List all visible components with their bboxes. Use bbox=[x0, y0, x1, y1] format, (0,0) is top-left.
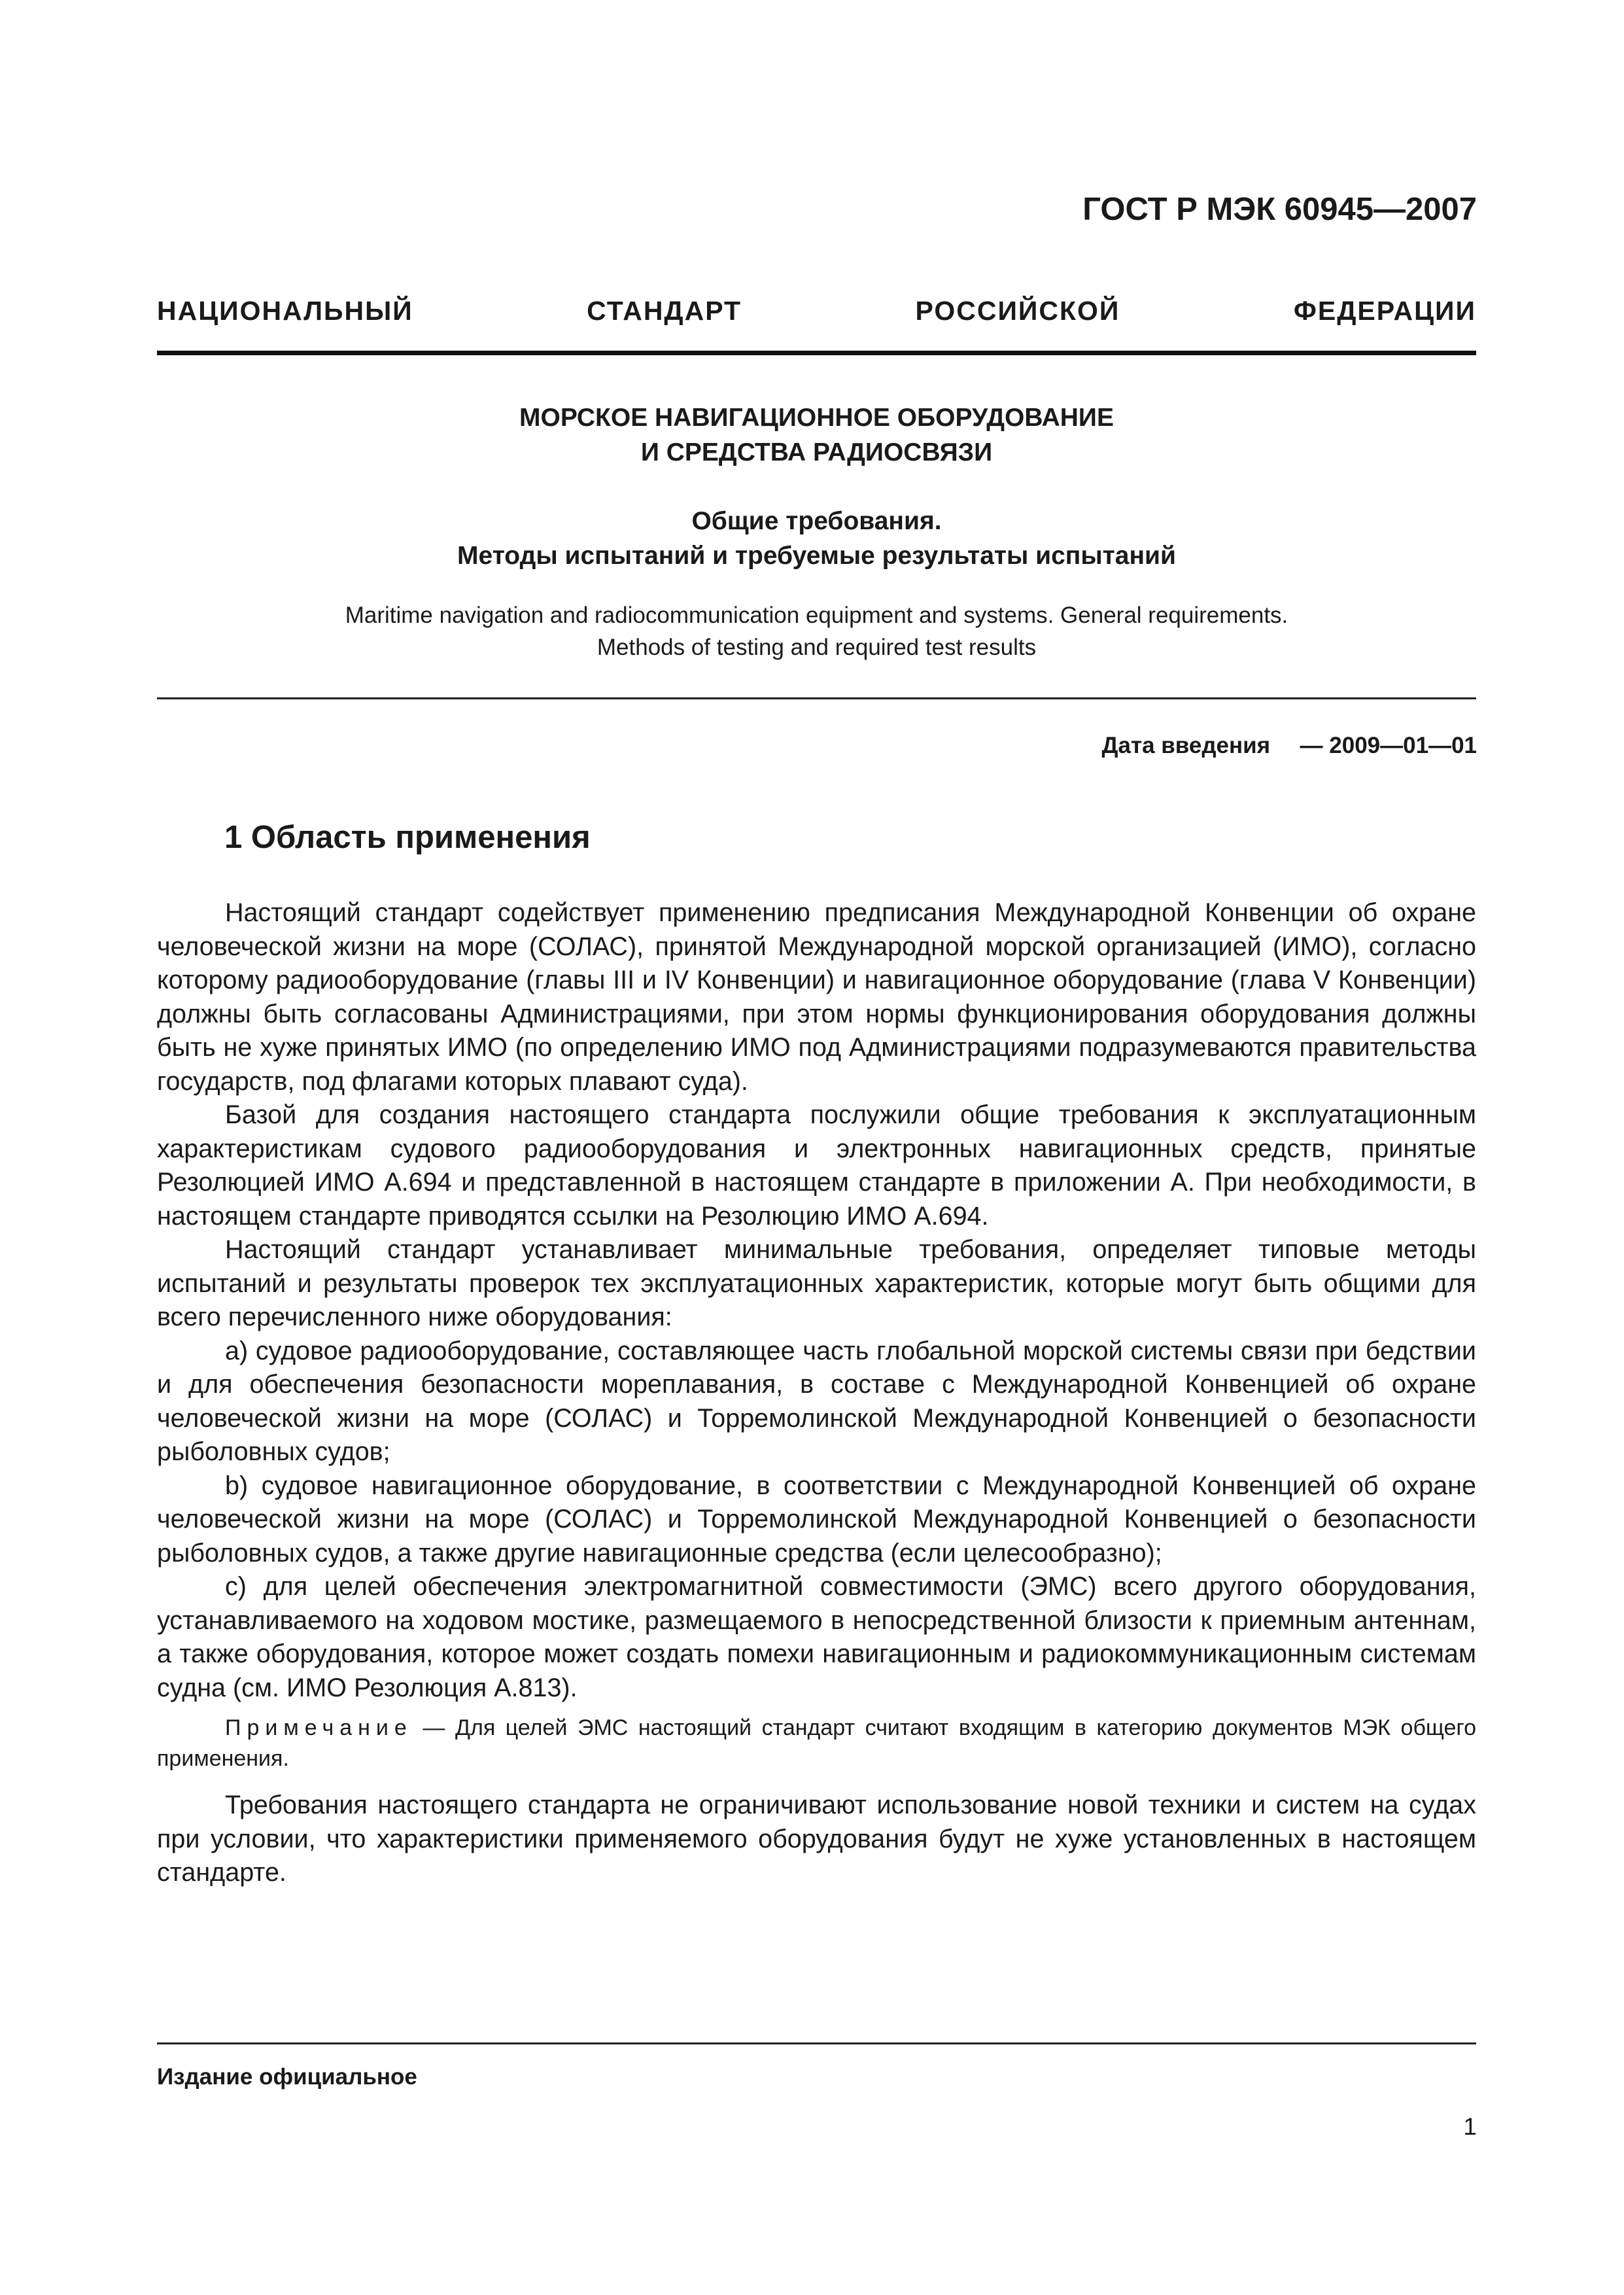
national-standard-banner: НАЦИОНАЛЬНЫЙ СТАНДАРТ РОССИЙСКОЙ ФЕДЕРАЦИИ bbox=[157, 296, 1476, 326]
title-divider bbox=[157, 697, 1476, 699]
list-item-b: b) судовое навигационное оборудование, в соответствии с Международной Конвенцией об охране человеческой жизни на море (СОЛАС) и Торремолинской Международной Конвенцией о безопасности рыболовных судов, а также другие навигационные средства (если целесообразно); bbox=[157, 1471, 1476, 1568]
english-title bbox=[157, 599, 1476, 663]
subtitle-line-1: Общие требования. bbox=[691, 507, 942, 535]
subtitle bbox=[157, 504, 1476, 573]
paragraph: Базой для создания настоящего стандарта послужили общие требования к эксплуатационным характеристикам судового радиооборудования и электронных навигационных средств, принятые Резолюцией ИМО А.694 и представленной в настоящем стандарте в приложении А. При необходимости, в настоящем стандарте приводятся ссылки на Резолюцию ИМО А.694. bbox=[157, 1100, 1476, 1231]
section-body bbox=[157, 896, 1476, 1890]
footer-divider bbox=[157, 2042, 1476, 2044]
official-edition-label: Издание официальное bbox=[157, 2064, 417, 2090]
introduction-date-label: Дата введения bbox=[1101, 733, 1271, 758]
note bbox=[157, 1713, 1476, 1774]
introduction-date-value: — 2009—01—01 bbox=[1300, 733, 1477, 758]
english-title-line-1: Maritime navigation and radiocommunication equipment and systems. General requirements. bbox=[345, 603, 1288, 628]
header-divider bbox=[157, 351, 1476, 355]
main-title-line-1: МОРСКОЕ НАВИГАЦИОННОЕ ОБОРУДОВАНИЕ bbox=[519, 404, 1114, 432]
paragraph: Настоящий стандарт содействует применению предписания Международной Конвенции об охране человеческой жизни на море (СОЛАС), принятой Международной морской организацией (ИМО), согласно которому радиооборудование (главы III и IV Конвенции) и навигационное оборудование (глава V Конвенции) должны быть согласованы Администрациями, при этом нормы функционирования оборудования должны быть не хуже принятых ИМО (по определению ИМО под Администрациями подразумеваются правительства государств, под флагами которых плавают суда). bbox=[157, 898, 1476, 1096]
main-title bbox=[157, 400, 1476, 470]
note-text: — Для целей ЭМС настоящий стандарт считают входящим в категорию документов МЭК общего применения. bbox=[157, 1715, 1476, 1771]
introduction-date bbox=[1102, 733, 1477, 759]
main-title-line-2: И СРЕДСТВА РАДИОСВЯЗИ bbox=[640, 438, 993, 466]
subtitle-line-2: Методы испытаний и требуемые результаты испытаний bbox=[457, 542, 1176, 570]
paragraph: Настоящий стандарт устанавливает минимальные требования, определяет типовые методы испытаний и результаты проверок тех эксплуатационных характеристик, которые могут быть общими для всего перечисленного ниже оборудования: bbox=[157, 1235, 1476, 1331]
page-number: 1 bbox=[1463, 2113, 1477, 2140]
document-code: ГОСТ Р МЭК 60945—2007 bbox=[1082, 192, 1477, 227]
list-item-c: с) для целей обеспечения электромагнитной совместимости (ЭМС) всего другого оборудования, устанавливаемого на ходовом мостике, размещаемого в непосредственной близости к приемным антеннам, а также оборудования, которое может создать помехи навигационным и радиокоммуникационным системам судна (см. ИМО Резолюция А.813). bbox=[157, 1572, 1476, 1702]
section-heading: 1 Область применения bbox=[224, 820, 591, 855]
list-item-a: а) судовое радиооборудование, составляющее часть глобальной морской системы связи при бедствии и для обеспечения безопасности мореплавания, в составе с Международной Конвенцией об охране человеческой жизни на море (СОЛАС) и Торремолинской Международной Конвенцией о безопасности рыболовных судов; bbox=[157, 1336, 1476, 1466]
note-label: Примечание bbox=[225, 1715, 413, 1740]
english-title-line-2: Methods of testing and required test results bbox=[596, 635, 1037, 660]
final-paragraph: Требования настоящего стандарта не ограничивают использование новой техники и систем на судах при условии, что характеристики применяемого оборудования будут не хуже установленных в настоящем стандарте. bbox=[157, 1791, 1476, 1887]
